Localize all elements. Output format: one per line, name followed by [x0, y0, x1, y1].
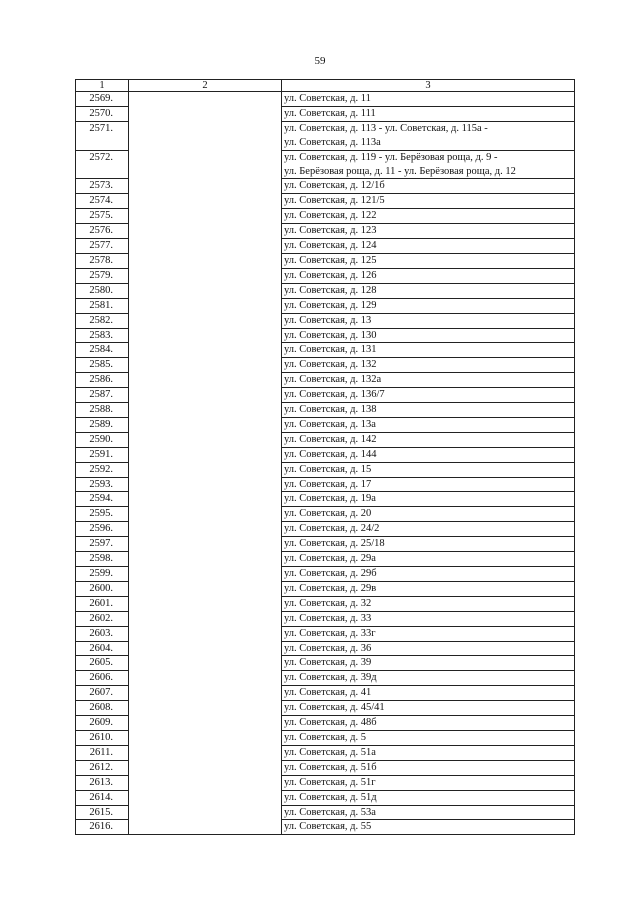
address-line: ул. Советская, д. 51г — [284, 776, 376, 788]
empty-cell — [129, 150, 282, 179]
empty-cell — [129, 373, 282, 388]
address-line: ул. Советская, д. 126 — [284, 269, 377, 281]
empty-cell — [129, 552, 282, 567]
address-line: ул. Советская, д. 125 — [284, 254, 377, 266]
row-number: 2592. — [76, 462, 129, 477]
empty-cell — [129, 268, 282, 283]
row-number: 2600. — [76, 581, 129, 596]
empty-cell — [129, 730, 282, 745]
address-cell — [282, 626, 575, 641]
empty-cell — [129, 194, 282, 209]
table-row — [76, 656, 575, 671]
empty-cell — [129, 567, 282, 582]
empty-cell — [129, 701, 282, 716]
address-line: ул. Советская, д. 121/5 — [284, 195, 385, 207]
address-cell — [282, 760, 575, 775]
address-line: ул. Советская, д. 111 — [284, 107, 376, 119]
empty-cell — [129, 283, 282, 298]
address-cell — [282, 552, 575, 567]
table-row — [76, 492, 575, 507]
table-row — [76, 611, 575, 626]
row-number: 2570. — [76, 106, 129, 121]
address-line: ул. Советская, д. 113 - ул. Советская, д. 115а - — [284, 122, 488, 134]
address-cell — [282, 150, 575, 179]
address-cell — [282, 92, 575, 107]
table-row — [76, 239, 575, 254]
address-line: ул. Советская, д. 39 — [284, 657, 372, 669]
empty-cell — [129, 343, 282, 358]
empty-cell — [129, 313, 282, 328]
table-row — [76, 701, 575, 716]
address-cell — [282, 313, 575, 328]
address-cell — [282, 432, 575, 447]
table-row — [76, 388, 575, 403]
address-line: ул. Советская, д. 130 — [284, 329, 377, 341]
empty-cell — [129, 462, 282, 477]
row-number: 2580. — [76, 283, 129, 298]
address-line: ул. Советская, д. 19а — [284, 493, 376, 505]
table-row — [76, 641, 575, 656]
table-row — [76, 596, 575, 611]
row-number: 2585. — [76, 358, 129, 373]
address-cell — [282, 121, 575, 150]
row-number: 2583. — [76, 328, 129, 343]
address-cell — [282, 820, 575, 835]
empty-cell — [129, 432, 282, 447]
table-row — [76, 313, 575, 328]
table-row — [76, 403, 575, 418]
row-number: 2614. — [76, 790, 129, 805]
empty-cell — [129, 403, 282, 418]
address-line: ул. Советская, д. 29а — [284, 553, 376, 565]
address-line: ул. Советская, д. 12/1б — [284, 180, 385, 192]
address-cell — [282, 388, 575, 403]
address-cell — [282, 403, 575, 418]
address-cell — [282, 447, 575, 462]
table-row — [76, 373, 575, 388]
address-cell — [282, 239, 575, 254]
empty-cell — [129, 686, 282, 701]
address-cell — [282, 641, 575, 656]
table-row — [76, 209, 575, 224]
table-row — [76, 358, 575, 373]
empty-cell — [129, 611, 282, 626]
row-number: 2587. — [76, 388, 129, 403]
address-cell — [282, 492, 575, 507]
address-line: ул. Советская, д. 122 — [284, 210, 377, 222]
table-row — [76, 121, 575, 150]
address-cell — [282, 537, 575, 552]
address-cell — [282, 507, 575, 522]
table-row — [76, 671, 575, 686]
table-row — [76, 447, 575, 462]
empty-cell — [129, 239, 282, 254]
address-line: ул. Советская, д. 53а — [284, 806, 376, 818]
column-header-1: 1 — [76, 80, 129, 92]
row-number: 2599. — [76, 567, 129, 582]
row-number: 2613. — [76, 775, 129, 790]
row-number: 2602. — [76, 611, 129, 626]
address-line: ул. Советская, д. 17 — [284, 478, 372, 490]
address-line: ул. Советская, д. 24/2 — [284, 523, 380, 535]
address-cell — [282, 373, 575, 388]
address-cell — [282, 417, 575, 432]
table-row — [76, 462, 575, 477]
empty-cell — [129, 358, 282, 373]
table-row — [76, 92, 575, 107]
address-cell — [282, 745, 575, 760]
address-cell — [282, 656, 575, 671]
address-line: ул. Советская, д. 5 — [284, 731, 366, 743]
table-row — [76, 268, 575, 283]
row-number: 2597. — [76, 537, 129, 552]
address-line: ул. Советская, д. 33 — [284, 612, 372, 624]
empty-cell — [129, 537, 282, 552]
empty-cell — [129, 298, 282, 313]
row-number: 2581. — [76, 298, 129, 313]
address-line: ул. Советская, д. 29в — [284, 582, 377, 594]
empty-cell — [129, 106, 282, 121]
address-table — [75, 79, 575, 835]
address-line: ул. Советская, д. 123 — [284, 225, 377, 237]
address-line: ул. Советская, д. 131 — [284, 344, 377, 356]
address-cell — [282, 179, 575, 194]
address-line: ул. Советская, д. 51б — [284, 761, 377, 773]
address-cell — [282, 730, 575, 745]
table-row — [76, 328, 575, 343]
row-number: 2588. — [76, 403, 129, 418]
table-row — [76, 581, 575, 596]
address-line: ул. Советская, д. 48б — [284, 717, 377, 729]
address-cell — [282, 567, 575, 582]
table-row — [76, 507, 575, 522]
address-line: ул. Советская, д. 15 — [284, 463, 372, 475]
row-number: 2578. — [76, 253, 129, 268]
address-line: ул. Советская, д. 128 — [284, 284, 377, 296]
address-line: ул. Советская, д. 36 — [284, 642, 372, 654]
address-line: ул. Берёзовая роща, д. 11 - ул. Берёзовая роща, д. 12 — [284, 165, 516, 177]
table-row — [76, 730, 575, 745]
table-row — [76, 106, 575, 121]
table-row — [76, 522, 575, 537]
row-number: 2606. — [76, 671, 129, 686]
empty-cell — [129, 626, 282, 641]
row-number: 2574. — [76, 194, 129, 209]
address-cell — [282, 775, 575, 790]
address-cell — [282, 194, 575, 209]
address-cell — [282, 686, 575, 701]
address-line: ул. Советская, д. 39д — [284, 672, 377, 684]
address-cell — [282, 209, 575, 224]
row-number: 2610. — [76, 730, 129, 745]
empty-cell — [129, 716, 282, 731]
row-number: 2616. — [76, 820, 129, 835]
address-line: ул. Советская, д. 33г — [284, 627, 376, 639]
empty-cell — [129, 820, 282, 835]
empty-cell — [129, 745, 282, 760]
address-cell — [282, 224, 575, 239]
address-line: ул. Советская, д. 124 — [284, 240, 377, 252]
address-line: ул. Советская, д. 119 - ул. Берёзовая роща, д. 9 - — [284, 151, 498, 163]
address-cell — [282, 477, 575, 492]
address-cell — [282, 596, 575, 611]
row-number: 2582. — [76, 313, 129, 328]
row-number: 2615. — [76, 805, 129, 820]
address-line: ул. Советская, д. 45/41 — [284, 702, 385, 714]
address-line: ул. Советская, д. 132 — [284, 359, 377, 371]
empty-cell — [129, 760, 282, 775]
empty-cell — [129, 507, 282, 522]
address-line: ул. Советская, д. 136/7 — [284, 389, 385, 401]
address-line: ул. Советская, д. 51а — [284, 746, 376, 758]
address-line: ул. Советская, д. 129 — [284, 299, 377, 311]
empty-cell — [129, 581, 282, 596]
table-row — [76, 432, 575, 447]
address-line: ул. Советская, д. 29б — [284, 568, 377, 579]
row-number: 2605. — [76, 656, 129, 671]
address-line: ул. Советская, д. 132а — [284, 374, 382, 386]
empty-cell — [129, 121, 282, 150]
empty-cell — [129, 790, 282, 805]
table-row — [76, 626, 575, 641]
page-number: 59 — [314, 55, 326, 67]
empty-cell — [129, 92, 282, 107]
address-cell — [282, 671, 575, 686]
address-cell — [282, 716, 575, 731]
table-row — [76, 343, 575, 358]
row-number: 2608. — [76, 701, 129, 716]
address-cell — [282, 522, 575, 537]
row-number: 2595. — [76, 507, 129, 522]
empty-cell — [129, 477, 282, 492]
table-row — [76, 686, 575, 701]
empty-cell — [129, 656, 282, 671]
empty-cell — [129, 179, 282, 194]
row-number: 2576. — [76, 224, 129, 239]
address-line: ул. Советская, д. 32 — [284, 597, 372, 609]
table-row — [76, 805, 575, 820]
row-number: 2586. — [76, 373, 129, 388]
address-cell — [282, 805, 575, 820]
table-row — [76, 745, 575, 760]
address-cell — [282, 701, 575, 716]
row-number: 2575. — [76, 209, 129, 224]
column-header-3: 3 — [282, 80, 575, 92]
empty-cell — [129, 209, 282, 224]
address-cell — [282, 790, 575, 805]
empty-cell — [129, 596, 282, 611]
table-row — [76, 552, 575, 567]
table-row — [76, 760, 575, 775]
empty-cell — [129, 417, 282, 432]
table-row — [76, 417, 575, 432]
empty-cell — [129, 388, 282, 403]
row-number: 2569. — [76, 92, 129, 107]
address-line: ул. Советская, д. 55 — [284, 821, 372, 833]
table-header-row — [76, 80, 575, 92]
row-number: 2596. — [76, 522, 129, 537]
table-row — [76, 224, 575, 239]
address-cell — [282, 106, 575, 121]
table-row — [76, 716, 575, 731]
address-cell — [282, 253, 575, 268]
table-row — [76, 283, 575, 298]
row-number: 2571. — [76, 121, 129, 150]
address-cell — [282, 298, 575, 313]
address-cell — [282, 283, 575, 298]
empty-cell — [129, 224, 282, 239]
empty-cell — [129, 492, 282, 507]
table-row — [76, 179, 575, 194]
row-number: 2594. — [76, 492, 129, 507]
row-number: 2609. — [76, 716, 129, 731]
empty-cell — [129, 671, 282, 686]
address-line: ул. Советская, д. 41 — [284, 687, 372, 699]
row-number: 2601. — [76, 596, 129, 611]
empty-cell — [129, 447, 282, 462]
row-number: 2579. — [76, 268, 129, 283]
table-row — [76, 298, 575, 313]
empty-cell — [129, 328, 282, 343]
row-number: 2591. — [76, 447, 129, 462]
address-cell — [282, 611, 575, 626]
address-cell — [282, 462, 575, 477]
row-number: 2598. — [76, 552, 129, 567]
row-number: 2604. — [76, 641, 129, 656]
address-cell — [282, 358, 575, 373]
empty-cell — [129, 775, 282, 790]
row-number: 2577. — [76, 239, 129, 254]
row-number: 2611. — [76, 745, 129, 760]
table-row — [76, 150, 575, 179]
column-header-2: 2 — [129, 80, 282, 92]
table-row — [76, 477, 575, 492]
row-number: 2589. — [76, 417, 129, 432]
table-row — [76, 253, 575, 268]
row-number: 2590. — [76, 432, 129, 447]
address-line: ул. Советская, д. 113а — [284, 136, 381, 148]
address-line: ул. Советская, д. 25/18 — [284, 538, 385, 550]
table-row — [76, 537, 575, 552]
row-number: 2572. — [76, 150, 129, 179]
row-number: 2607. — [76, 686, 129, 701]
empty-cell — [129, 641, 282, 656]
address-cell — [282, 343, 575, 358]
empty-cell — [129, 522, 282, 537]
row-number: 2612. — [76, 760, 129, 775]
table-row — [76, 194, 575, 209]
empty-cell — [129, 805, 282, 820]
address-line: ул. Советская, д. 51д — [284, 791, 377, 803]
row-number: 2573. — [76, 179, 129, 194]
row-number: 2593. — [76, 477, 129, 492]
table-row — [76, 775, 575, 790]
address-cell — [282, 581, 575, 596]
address-cell — [282, 268, 575, 283]
address-line: ул. Советская, д. 142 — [284, 433, 377, 445]
empty-cell — [129, 253, 282, 268]
address-line: ул. Советская, д. 144 — [284, 448, 377, 460]
table-row — [76, 567, 575, 582]
address-line: ул. Советская, д. 138 — [284, 404, 377, 416]
address-line: ул. Советская, д. 13 — [284, 314, 372, 326]
table-row — [76, 790, 575, 805]
row-number: 2584. — [76, 343, 129, 358]
row-number: 2603. — [76, 626, 129, 641]
address-line: ул. Советская, д. 20 — [284, 508, 372, 520]
table-row — [76, 820, 575, 835]
address-line: ул. Советская, д. 11 — [284, 93, 371, 104]
address-line: ул. Советская, д. 13а — [284, 418, 376, 430]
address-cell — [282, 328, 575, 343]
